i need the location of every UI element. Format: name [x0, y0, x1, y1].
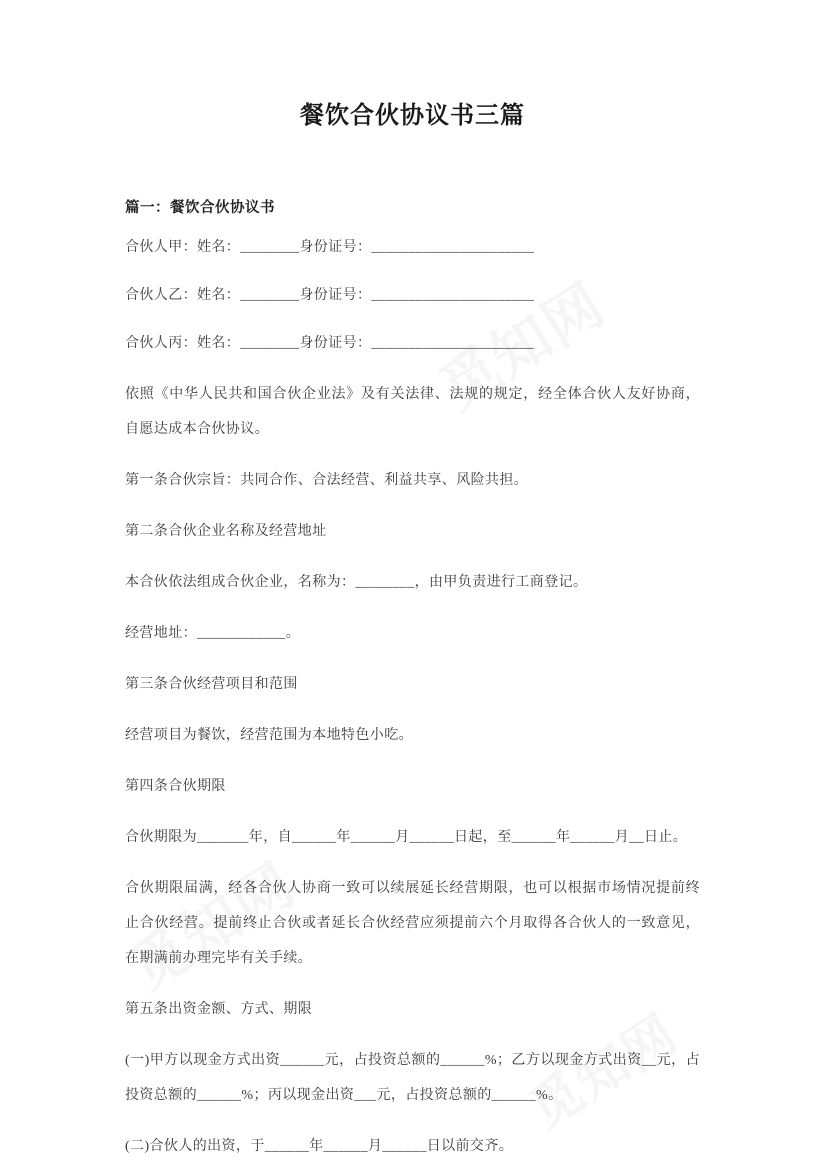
paragraph-business-address: 经营地址：____________。 [125, 626, 301, 641]
section-heading: 篇一：餐饮合伙协议书 [125, 200, 275, 216]
page-title: 餐饮合伙协议书三篇 [300, 103, 525, 129]
paragraph-term-dates: 合伙期限为_______年，自______年______月______日起，至______年______月__日止。 [125, 830, 688, 845]
paragraph-partner-b: 合伙人乙：姓名：________身份证号：______________________ [125, 288, 535, 303]
paragraph-contribution-deadline: (二)合伙人的出资，于______年______月______日以前交齐。 [125, 1139, 514, 1154]
paragraph-business-scope: 经营项目为餐饮，经营范围为本地特色小吃。 [125, 728, 413, 743]
paragraph-partner-c: 合伙人丙：姓名：________身份证号：______________________ [125, 336, 535, 351]
paragraph-partner-a: 合伙人甲：姓名：________身份证号：______________________ [125, 240, 535, 255]
paragraph-article-3-heading: 第三条合伙经营项目和范围 [125, 677, 298, 692]
paragraph-contribution-amounts: (一)甲方以现金方式出资______元，占投资总额的______%；乙方以现金方式出资__元，占投资总额的______%；丙以现金出资___元，占投资总额的______%。 [125, 1053, 700, 1103]
paragraph-article-2-heading: 第二条合伙企业名称及经营地址 [125, 524, 327, 539]
paragraph-company-name: 本合伙依法组成合伙企业，名称为：________，由甲负责进行工商登记。 [125, 575, 588, 590]
paragraph-term-extension: 合伙期限届满，经各合伙人协商一致可以续展延长经营期限，也可以根据市场情况提前终止合伙经营。提前终止合伙或者延长合伙经营应须提前六个月取得各合伙人的一致意见，在期满前办理完毕有关手续。 [125, 881, 700, 966]
paragraph-article-4-heading: 第四条合伙期限 [125, 779, 226, 794]
paragraph-article-5-heading: 第五条出资金额、方式、期限 [125, 1002, 313, 1017]
paragraph-preamble: 依照《中华人民共和国合伙企业法》及有关法律、法规的规定，经全体合伙人友好协商，自愿达成本合伙协议。 [125, 387, 700, 437]
paragraph-article-1: 第一条合伙宗旨：共同合作、合法经营、利益共享、风险共担。 [125, 473, 529, 488]
